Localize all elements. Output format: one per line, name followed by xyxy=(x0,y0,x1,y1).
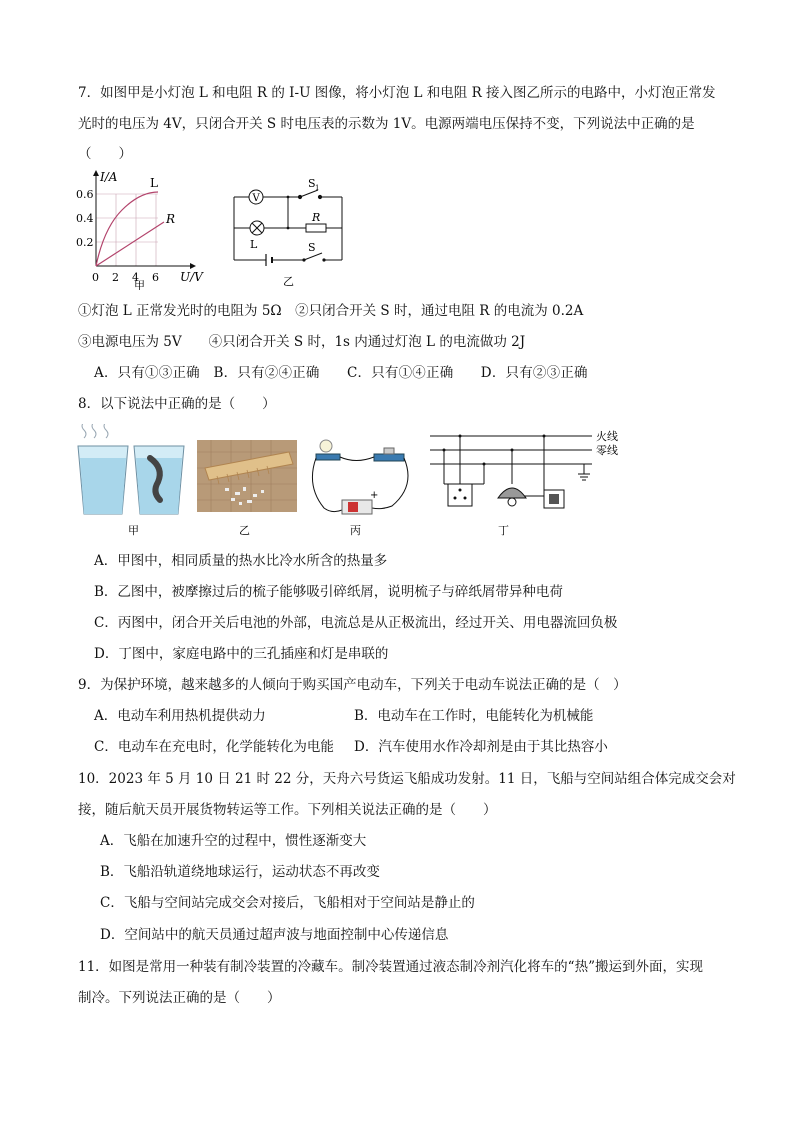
xtick-6: 6 xyxy=(152,271,159,284)
caption-jia: 甲 xyxy=(128,524,139,537)
curve-L-label: L xyxy=(150,176,158,190)
lamp-label: L xyxy=(250,238,258,251)
figure-yi-comb xyxy=(197,440,299,540)
q10-option-d: D．空间站中的航天员通过超声波与地面控制中心传递信息 xyxy=(100,927,449,943)
q7-statements-line2: ③电源电压为 5V ④只闭合开关 S 时，1s 内通过灯泡 L 的电流做功 2J xyxy=(78,334,526,350)
q8-option-b: B．乙图中，被摩擦过后的梳子能够吸引碎纸屑，说明梳子与碎纸屑带异种电荷 xyxy=(94,584,563,600)
switch-s1-subscript: 1 xyxy=(315,184,320,192)
q10-option-c: C．飞船与空间站完成交会对接后，飞船相对于空间站是静止的 xyxy=(100,895,475,911)
figure-jia-cups xyxy=(74,424,192,544)
switch-s1-label: S xyxy=(308,177,316,190)
caption-ding: 丁 xyxy=(498,524,509,537)
q9-option-d: D．汽车使用水作冷却剂是由于其比热容小 xyxy=(354,739,608,755)
y-axis-label: I/A xyxy=(100,170,118,184)
graph-caption: 甲 xyxy=(134,279,145,290)
caption-yi: 乙 xyxy=(239,524,250,537)
q9-option-c: C．电动车在充电时，化学能转化为电能 xyxy=(94,739,334,755)
x-axis-label: U/V xyxy=(180,270,203,284)
switch-s-label: S xyxy=(308,241,316,254)
q7-answer-blank: （ ） xyxy=(78,146,132,162)
figure-ding-household xyxy=(424,428,624,540)
line-R xyxy=(96,222,164,266)
q8-option-d: D．丁图中，家庭电路中的三孔插座和灯是串联的 xyxy=(94,646,389,662)
caption-bing: 丙 xyxy=(350,524,361,537)
fire-wire-label: 火线 xyxy=(596,430,618,443)
q11-stem-line2: 制冷。下列说法正确的是（ ） xyxy=(78,990,281,1006)
q7-options: A．只有①③正确 B．只有②④正确 C．只有①④正确 D．只有②③正确 xyxy=(94,365,588,381)
q7-statements-line1: ①灯泡 L 正常发光时的电阻为 5Ω ②只闭合开关 S 时，通过电阻 R 的电流为 0.2A xyxy=(78,303,584,319)
figure-bing-circuit xyxy=(306,436,416,540)
circuit-diagram xyxy=(228,175,358,290)
q8-option-a: A．甲图中，相同质量的热水比冷水所含的热量多 xyxy=(94,553,388,569)
q11-stem-line1: 11．如图是常用一种装有制冷装置的冷藏车。制冷装置通过液态制冷剂汽化将车的“热”搬运到外面，实现 xyxy=(78,959,703,975)
q10-option-a: A．飞船在加速升空的过程中，惯性逐渐变大 xyxy=(100,833,367,849)
xtick-0: 0 xyxy=(92,271,99,284)
q7-stem-line2: 光时的电压为 4V，只闭合开关 S 时电压表的示数为 1V。电源两端电压保持不变，下列说法中正确的是 xyxy=(78,116,695,132)
curve-R-label: R xyxy=(166,212,176,226)
ytick-0.4: 0.4 xyxy=(76,212,94,225)
circuit-caption: 乙 xyxy=(283,275,294,288)
ytick-0.6: 0.6 xyxy=(76,188,94,201)
neutral-wire-label: 零线 xyxy=(596,444,618,457)
curve-L xyxy=(96,192,158,266)
q8-stem: 8．以下说法中正确的是（ ） xyxy=(78,396,276,412)
q10-option-b: B．飞船沿轨道绕地球运行，运动状态不再改变 xyxy=(100,864,380,880)
q7-stem-line1: 7．如图甲是小灯泡 L 和电阻 R 的 I-U 图像，将小灯泡 L 和电阻 R 接入图乙所示的电路中，小灯泡正常发 xyxy=(78,85,716,101)
q9-option-b: B．电动车在工作时，电能转化为机械能 xyxy=(354,708,594,724)
ytick-0.2: 0.2 xyxy=(76,236,94,249)
voltmeter-label: V xyxy=(252,193,260,204)
svg-text:+: + xyxy=(370,490,379,501)
q10-stem-line2: 接，随后航天员开展货物转运等工作。下列相关说法正确的是（ ） xyxy=(78,802,497,818)
resistor-label: R xyxy=(312,211,321,224)
q9-option-a: A．电动车利用热机提供动力 xyxy=(94,708,266,724)
q9-stem: 9．为保护环境，越来越多的人倾向于购买国产电动车，下列关于电动车说法正确的是（ ） xyxy=(78,677,627,693)
q8-option-c: C．丙图中，闭合开关后电池的外部，电流总是从正极流出，经过开关、用电器流回负极 xyxy=(94,615,618,631)
xtick-4: 4 xyxy=(132,271,139,284)
xtick-2: 2 xyxy=(112,271,119,284)
q10-stem-line1: 10．2023 年 5 月 10 日 21 时 22 分，天舟六号货运飞船成功发射。11 日，飞船与空间站组合体完成交会对 xyxy=(78,771,736,787)
iu-graph xyxy=(72,168,212,290)
